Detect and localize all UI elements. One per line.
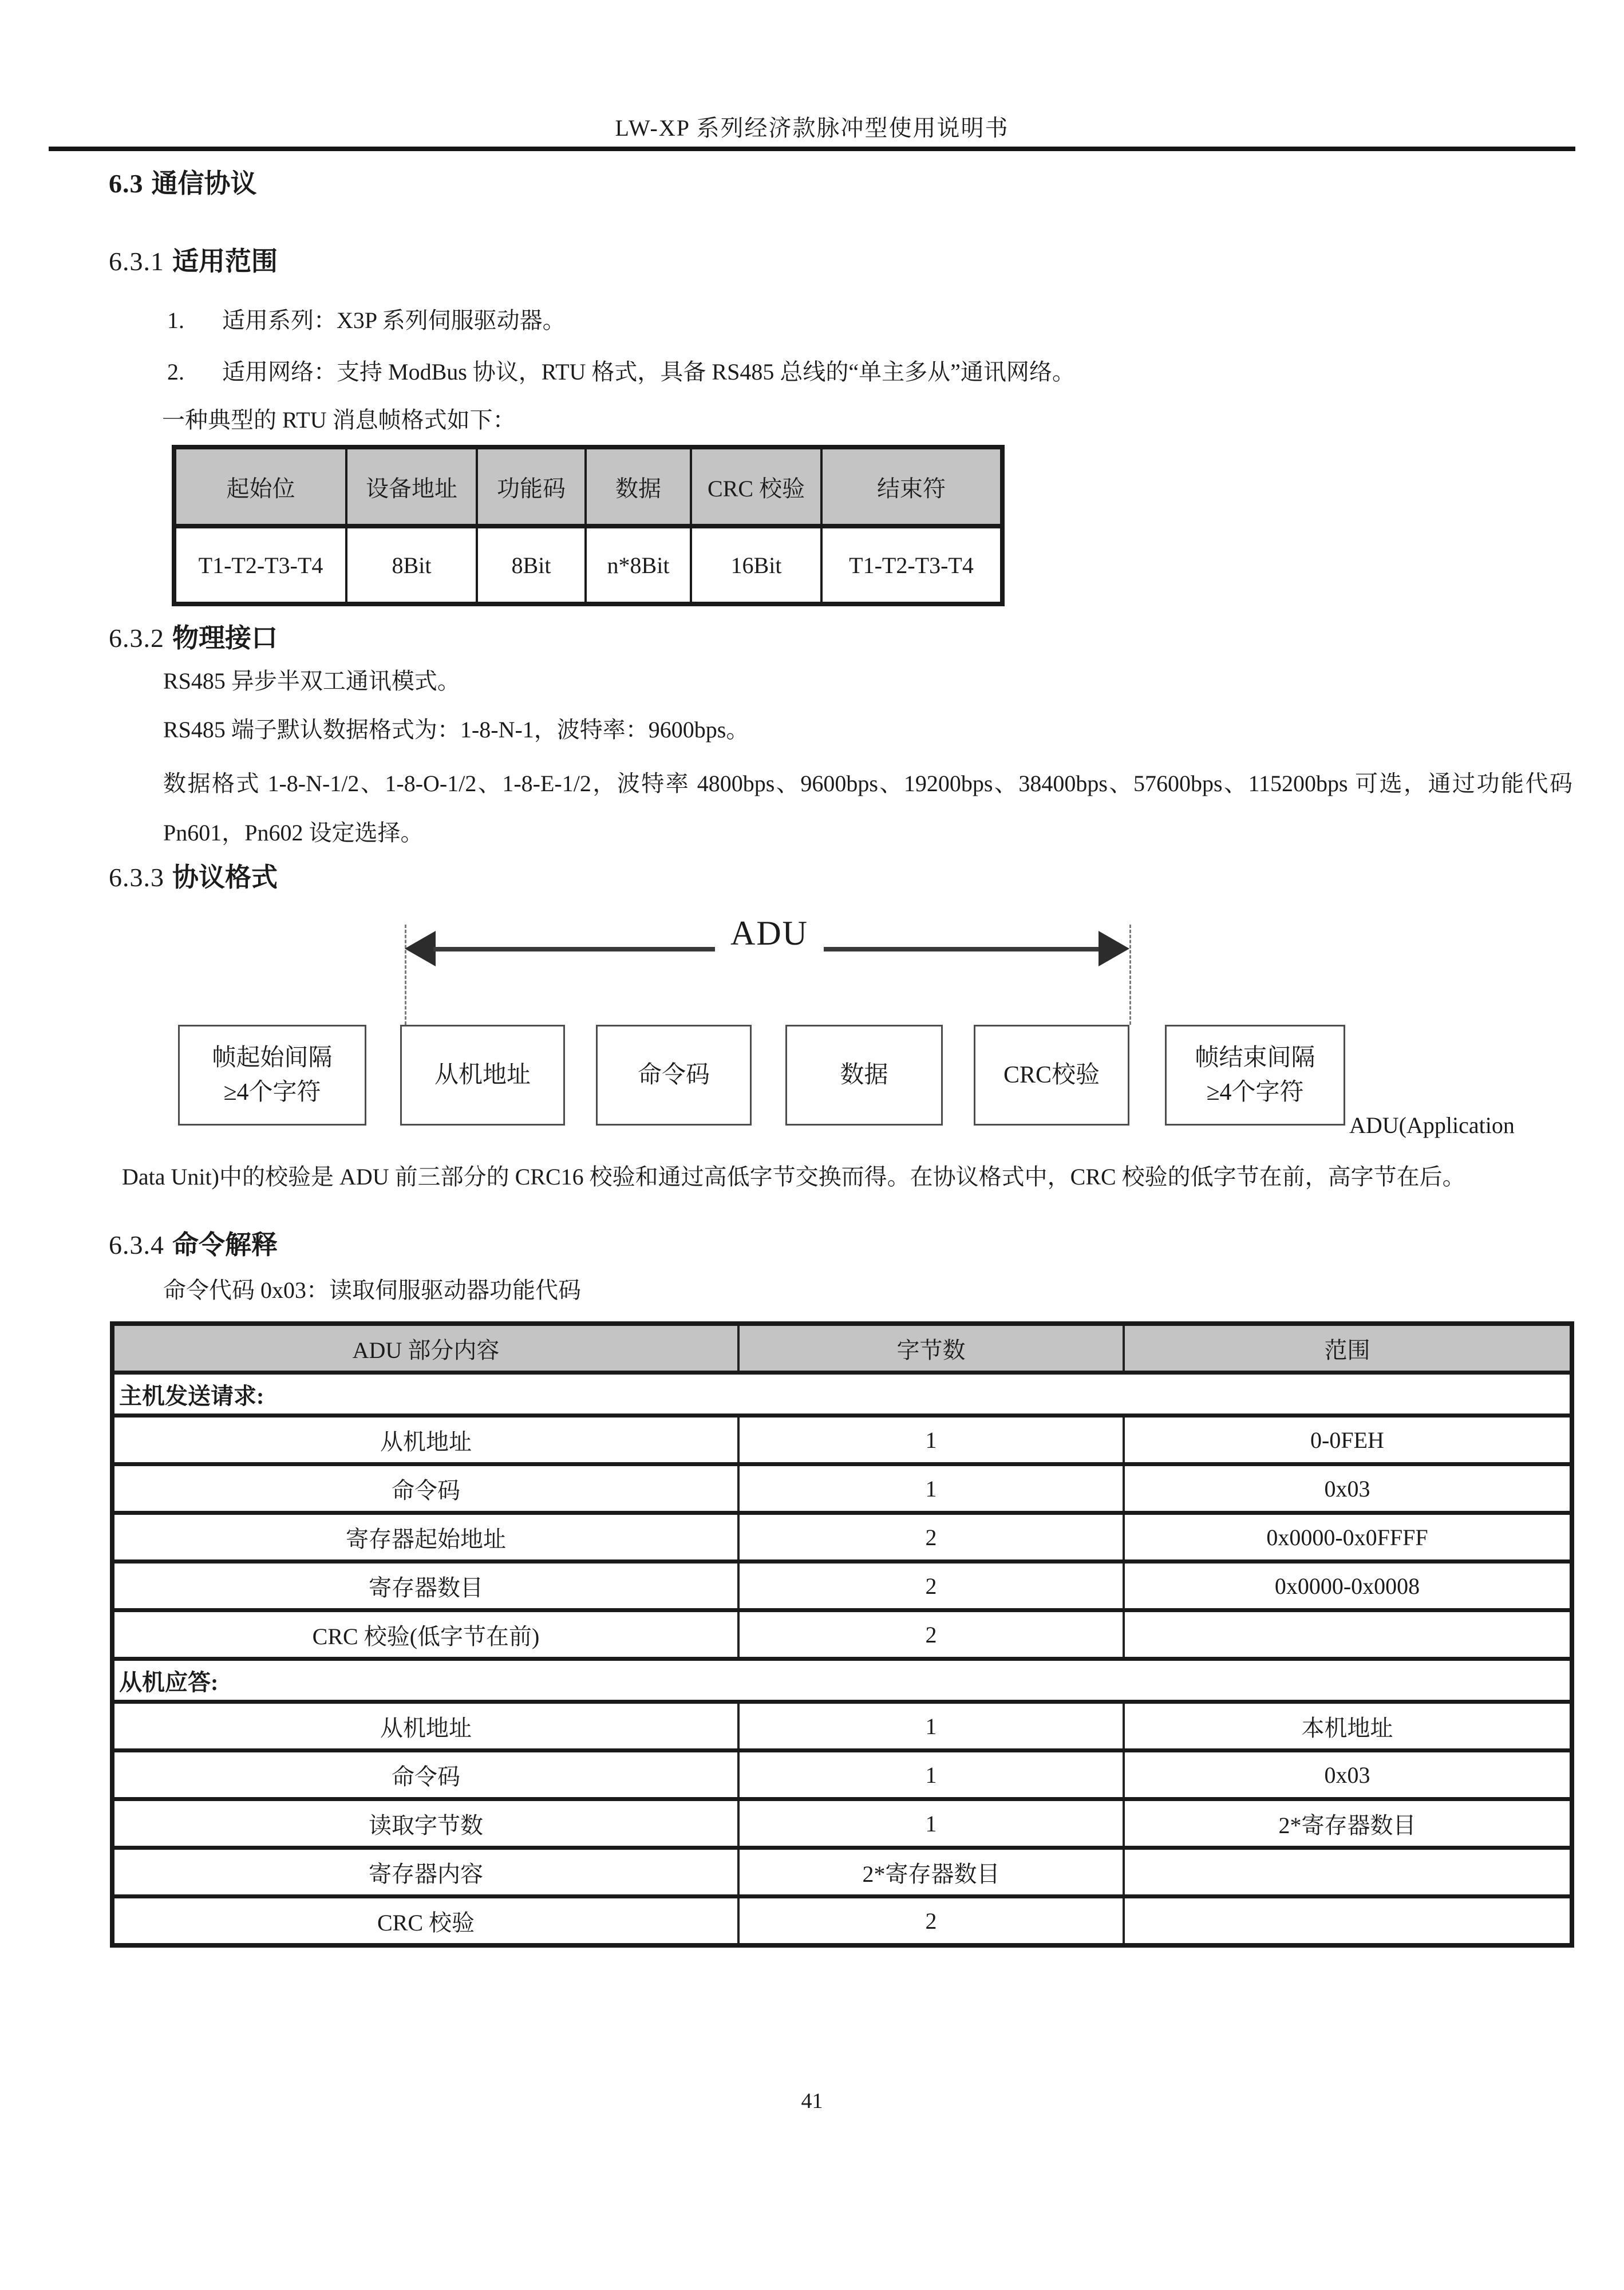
table-cell: 寄存器数目	[112, 1562, 738, 1610]
adu-header-cell: 范围	[1124, 1324, 1572, 1373]
table-cell	[1124, 1897, 1572, 1946]
list-item-number: 1.	[167, 307, 184, 333]
table-row	[112, 1751, 1572, 1799]
box-text: 帧结束间隔	[1195, 1045, 1315, 1071]
box-text: ≥4个字符	[223, 1079, 321, 1105]
physical-interface-line-1: RS485 异步半双工通讯模式。	[163, 668, 460, 694]
table-cell: 0x0000-0x0008	[1124, 1562, 1572, 1610]
adu-arrow-label: ADU	[730, 914, 808, 952]
rtu-header-cell: 设备地址	[346, 447, 477, 526]
table-row	[112, 1562, 1572, 1610]
section-number: 6.3.3	[109, 863, 164, 892]
table-row	[112, 1464, 1572, 1513]
table-cell	[1124, 1610, 1572, 1659]
section-title: 物理接口	[172, 623, 278, 653]
adu-header-cell: ADU 部分内容	[112, 1324, 738, 1373]
rtu-table-value-row	[174, 526, 1002, 604]
document-header-title: LW-XP 系列经济款脉冲型使用说明书	[615, 115, 1009, 141]
table-row	[112, 1702, 1572, 1751]
table-cell: 本机地址	[1124, 1702, 1572, 1751]
section-number: 6.3.2	[109, 623, 164, 653]
adu-span-dashed-line-right	[1129, 925, 1131, 1025]
rtu-header-cell: 起始位	[174, 447, 346, 526]
adu-command-table	[110, 1321, 1574, 1948]
rtu-value-cell: 8Bit	[477, 526, 586, 604]
section-heading-6-3	[109, 163, 257, 200]
table-cell: 命令码	[112, 1464, 738, 1513]
list-item-text: 适用系列：X3P 系列伺服驱动器。	[222, 307, 566, 333]
scope-list-item-2	[167, 354, 1075, 386]
table-cell: 从机地址	[112, 1702, 738, 1751]
table-cell: 0-0FEH	[1124, 1416, 1572, 1464]
table-cell: 0x03	[1124, 1464, 1572, 1513]
table-cell: 0x0000-0x0FFFF	[1124, 1513, 1572, 1562]
frame-end-interval-box	[1165, 1025, 1345, 1126]
section-number: 6.3.4	[109, 1230, 164, 1260]
box-text: 数据	[840, 1062, 888, 1088]
data-box	[785, 1025, 943, 1126]
table-cell: CRC 校验	[112, 1897, 738, 1946]
section-heading-6-3-1	[109, 240, 278, 278]
rtu-table-header-row	[174, 447, 1002, 526]
arrow-right-icon	[1099, 931, 1129, 966]
table-cell: 1	[738, 1416, 1124, 1464]
table-cell: 1	[738, 1464, 1124, 1513]
command-code-intro-text: 命令代码 0x03：读取伺服驱动器功能代码	[163, 1277, 581, 1303]
table-cell: 0x03	[1124, 1751, 1572, 1799]
list-item-number: 2.	[167, 359, 184, 385]
section-number: 6.3.1	[109, 247, 164, 276]
table-row	[112, 1610, 1572, 1659]
page-number: 41	[801, 2089, 823, 2113]
rtu-header-cell: 数据	[586, 447, 691, 526]
section-heading-6-3-2	[109, 617, 278, 655]
section-number: 6.3	[109, 169, 144, 198]
table-row	[112, 1513, 1572, 1562]
adu-table-header-row	[112, 1324, 1572, 1373]
section-heading-6-3-4	[109, 1224, 278, 1262]
table-row	[112, 1848, 1572, 1897]
rtu-value-cell: 16Bit	[691, 526, 821, 604]
rtu-value-cell: T1-T2-T3-T4	[174, 526, 346, 604]
rtu-frame-intro-text: 一种典型的 RTU 消息帧格式如下：	[162, 407, 516, 433]
section-title: 通信协议	[151, 169, 257, 198]
table-cell: 2	[738, 1610, 1124, 1659]
box-text: 帧起始间隔	[212, 1045, 333, 1071]
table-cell: 寄存器起始地址	[112, 1513, 738, 1562]
rtu-header-cell: 结束符	[821, 447, 1002, 526]
table-row	[112, 1897, 1572, 1946]
section-label: 主机发送请求:	[112, 1373, 1572, 1416]
table-cell: 寄存器内容	[112, 1848, 738, 1897]
section-title: 命令解释	[172, 1230, 278, 1260]
adu-arrow-line-left	[433, 947, 715, 951]
section-title: 适用范围	[172, 247, 278, 276]
scope-list-item-1	[167, 302, 566, 335]
table-cell: 1	[738, 1751, 1124, 1799]
rtu-frame-table	[172, 445, 1005, 606]
table-cell: 2	[738, 1513, 1124, 1562]
table-cell: 命令码	[112, 1751, 738, 1799]
box-text: ≥4个字符	[1206, 1079, 1304, 1105]
box-text: 从机地址	[434, 1062, 531, 1088]
adu-arrow-line-right	[824, 947, 1100, 951]
section-label: 从机应答:	[112, 1659, 1572, 1702]
section-heading-6-3-3	[109, 856, 278, 894]
crc-check-box	[974, 1025, 1129, 1126]
rtu-value-cell: T1-T2-T3-T4	[821, 526, 1002, 604]
physical-interface-line-2: RS485 端子默认数据格式为：1-8-N-1，波特率：9600bps。	[163, 717, 749, 743]
table-cell: 读取字节数	[112, 1799, 738, 1848]
table-cell: 2	[738, 1897, 1124, 1946]
rtu-value-cell: n*8Bit	[586, 526, 691, 604]
table-cell: 1	[738, 1799, 1124, 1848]
adu-application-caption: ADU(Application	[1349, 1112, 1515, 1138]
frame-start-interval-box	[178, 1025, 366, 1126]
list-item-text: 适用网络：支持 ModBus 协议，RTU 格式，具备 RS485 总线的“单主多从”通讯网络。	[222, 359, 1075, 385]
table-cell: 2*寄存器数目	[1124, 1799, 1572, 1848]
protocol-description-paragraph: Data Unit)中的校验是 ADU 前三部分的 CRC16 校验和通过高低字节交换而得。在协议格式中，CRC 校验的低字节在前，高字节在后。	[122, 1164, 1465, 1190]
box-text: 命令码	[637, 1062, 710, 1088]
table-row	[112, 1799, 1572, 1848]
box-text: CRC校验	[1003, 1062, 1100, 1088]
table-cell: CRC 校验(低字节在前)	[112, 1610, 738, 1659]
table-cell: 从机地址	[112, 1416, 738, 1464]
table-cell: 2	[738, 1562, 1124, 1610]
table-cell: 1	[738, 1702, 1124, 1751]
rtu-value-cell: 8Bit	[346, 526, 477, 604]
table-row	[112, 1416, 1572, 1464]
table-section-row	[112, 1659, 1572, 1702]
adu-header-cell: 字节数	[738, 1324, 1124, 1373]
header-rule	[49, 147, 1575, 151]
rtu-header-cell: 功能码	[477, 447, 586, 526]
table-cell	[1124, 1848, 1572, 1897]
table-section-row	[112, 1373, 1572, 1416]
slave-address-box	[400, 1025, 565, 1126]
command-code-box	[596, 1025, 752, 1126]
arrow-left-icon	[405, 931, 436, 966]
table-cell: 2*寄存器数目	[738, 1848, 1124, 1897]
rtu-header-cell: CRC 校验	[691, 447, 821, 526]
section-title: 协议格式	[172, 863, 278, 892]
physical-interface-line-3: 数据格式 1-8-N-1/2、1-8-O-1/2、1-8-E-1/2，波特率 4800bps、9600bps、19200bps、38400bps、57600bps、115200bps 可选，通过功能代码 Pn601，Pn602 设定选择。	[163, 771, 1572, 846]
